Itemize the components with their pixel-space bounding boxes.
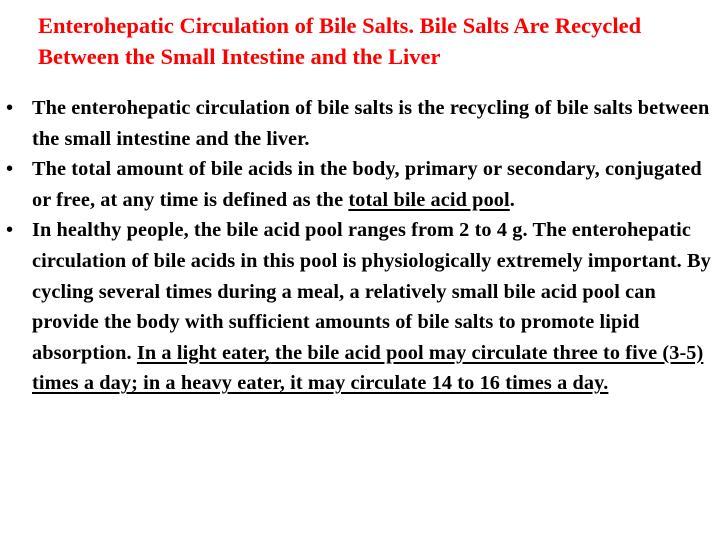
slide-title: Enterohepatic Circulation of Bile Salts. Bile Salts Are Recycled Between the Small Intestine and the Liver — [38, 13, 642, 69]
bullet-text: The enterohepatic circulation of bile salts is the recycling of bile salts between the small intestine and the liver. — [32, 97, 710, 150]
underlined-statement: In a light eater, the bile acid pool may circulate three to five (3-5) times a day; in a heavy eater, it may circulate 14 to 16 times a day. — [32, 341, 704, 395]
bullet-text: The total amount of bile acids in the body, primary or secondary, conjugated or free, at any time is defined as the — [32, 158, 702, 211]
bullet-dot-icon: • — [6, 219, 14, 242]
bullet-item-recycling — [0, 93, 720, 154]
bullet-dot-icon: • — [6, 97, 14, 119]
bullet-item-healthy-people — [0, 215, 720, 399]
underlined-term: total bile acid pool — [348, 188, 510, 211]
bullet-dot-icon: • — [6, 158, 14, 181]
bullet-item-bile-acid-pool — [0, 154, 720, 215]
bullet-list — [0, 93, 720, 399]
bullet-text: In healthy people, the bile acid pool ranges from 2 to 4 g. The enterohepatic circulation of bile acids in this pool is physiologically extremely important. By cycling several times during a meal, a relatively small bile acid pool can provide the body with sufficient amounts of bile salts to promote lipid absorption. — [32, 219, 711, 364]
bullet-text-end: . — [509, 188, 515, 211]
